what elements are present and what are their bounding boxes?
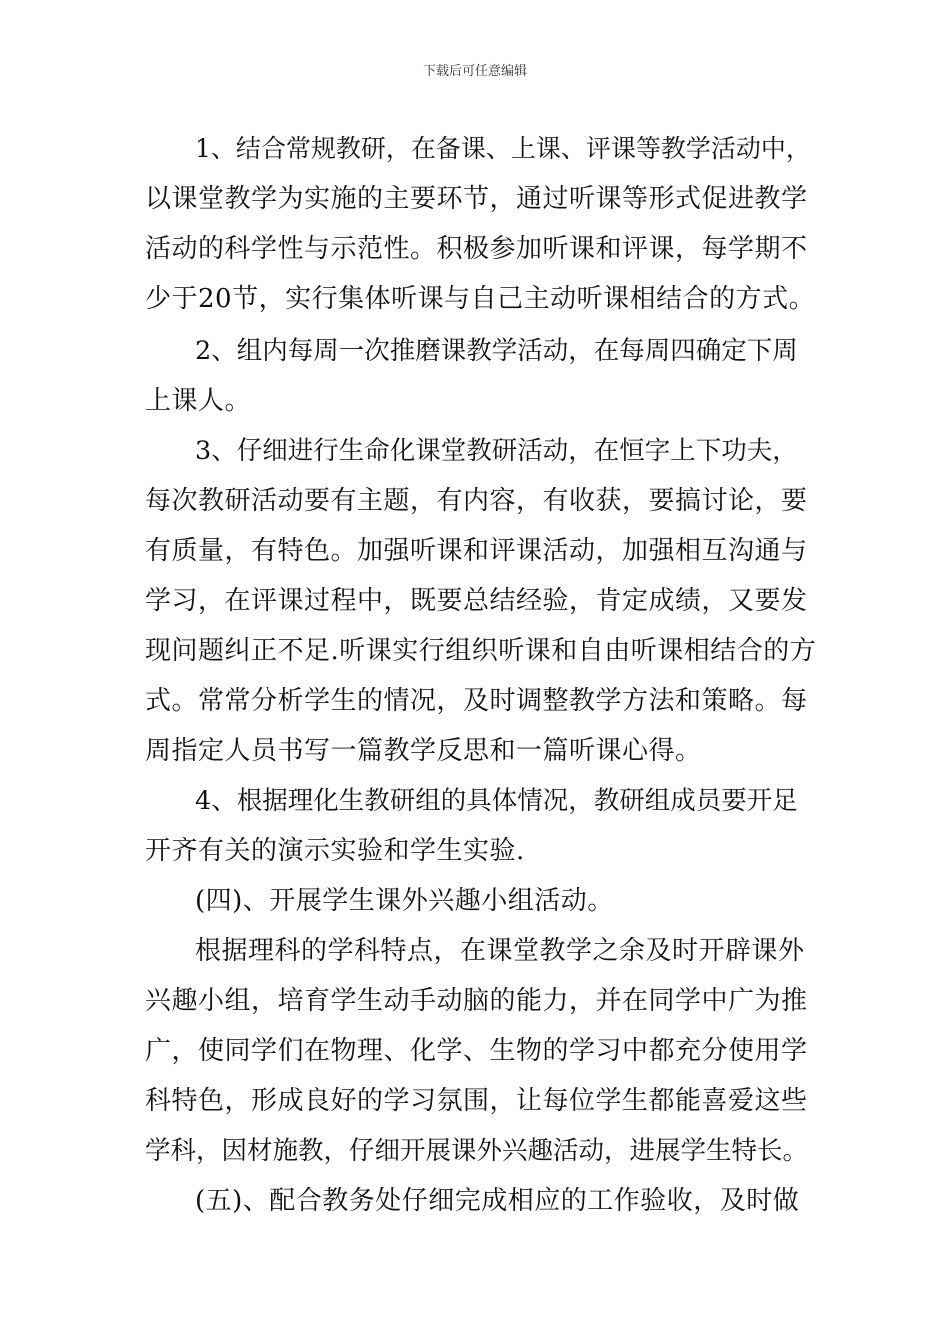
text-line: 4、根据理化生教研组的具体情况，教研组成员要开足	[195, 786, 798, 816]
text-line: 根据理科的学科特点，在课堂教学之余及时开辟课外	[195, 936, 805, 966]
text-line: 1、结合常规教研，在备课、上课、评课等教学活动中，	[195, 134, 811, 163]
text-line: 学习，在评课过程中，既要总结经验，肯定成绩，又要发	[145, 586, 808, 616]
page-header: 下载后可任意编辑	[422, 64, 527, 79]
text-line: 学科，因材施教，仔细开展课外兴趣活动，进展学生特长。	[145, 1136, 809, 1166]
text-line: 广，使同学们在物理、化学、生物的学习中都充分使用学	[145, 1036, 808, 1066]
section-heading: (四)、开展学生课外兴趣小组活动。	[195, 886, 614, 916]
text-line: 以课堂教学为实施的主要环节，通过听课等形式促进教学	[145, 184, 808, 214]
text-line: 上课人。	[145, 386, 252, 416]
text-line: 科特色，形成良好的学习氛围，让每位学生都能喜爱这些	[145, 1086, 808, 1116]
text-line: 少于20节，实行集体听课与自己主动听课相结合的方式。	[145, 284, 816, 314]
text-line: 2、组内每周一次推磨课教学活动，在每周四确定下周	[195, 336, 798, 366]
text-line: 开齐有关的演示实验和学生实验.	[145, 836, 525, 866]
text-line: 兴趣小组，培育学生动手动脑的能力，并在同学中广为推	[145, 986, 808, 1016]
text-line: 式。常常分析学生的情况，及时调整教学方法和策略。每	[145, 686, 808, 716]
text-line: 有质量，有特色。加强听课和评课活动，加强相互沟通与	[145, 536, 808, 566]
section-heading: (五)、配合教务处仔细完成相应的工作验收，及时做	[195, 1186, 800, 1216]
text-line: 周指定人员书写一篇教学反思和一篇听课心得。	[145, 736, 702, 766]
text-line: 3、仔细进行生命化课堂教研活动，在恒字上下功夫，	[195, 436, 798, 466]
text-line: 每次教研活动要有主题，有内容，有收获，要搞讨论，要	[145, 486, 808, 516]
text-line: 活动的科学性与示范性。积极参加听课和评课，每学期不	[145, 234, 808, 264]
text-line: 现问题纠正不足.听课实行组织听课和自由听课相结合的方	[145, 636, 817, 666]
